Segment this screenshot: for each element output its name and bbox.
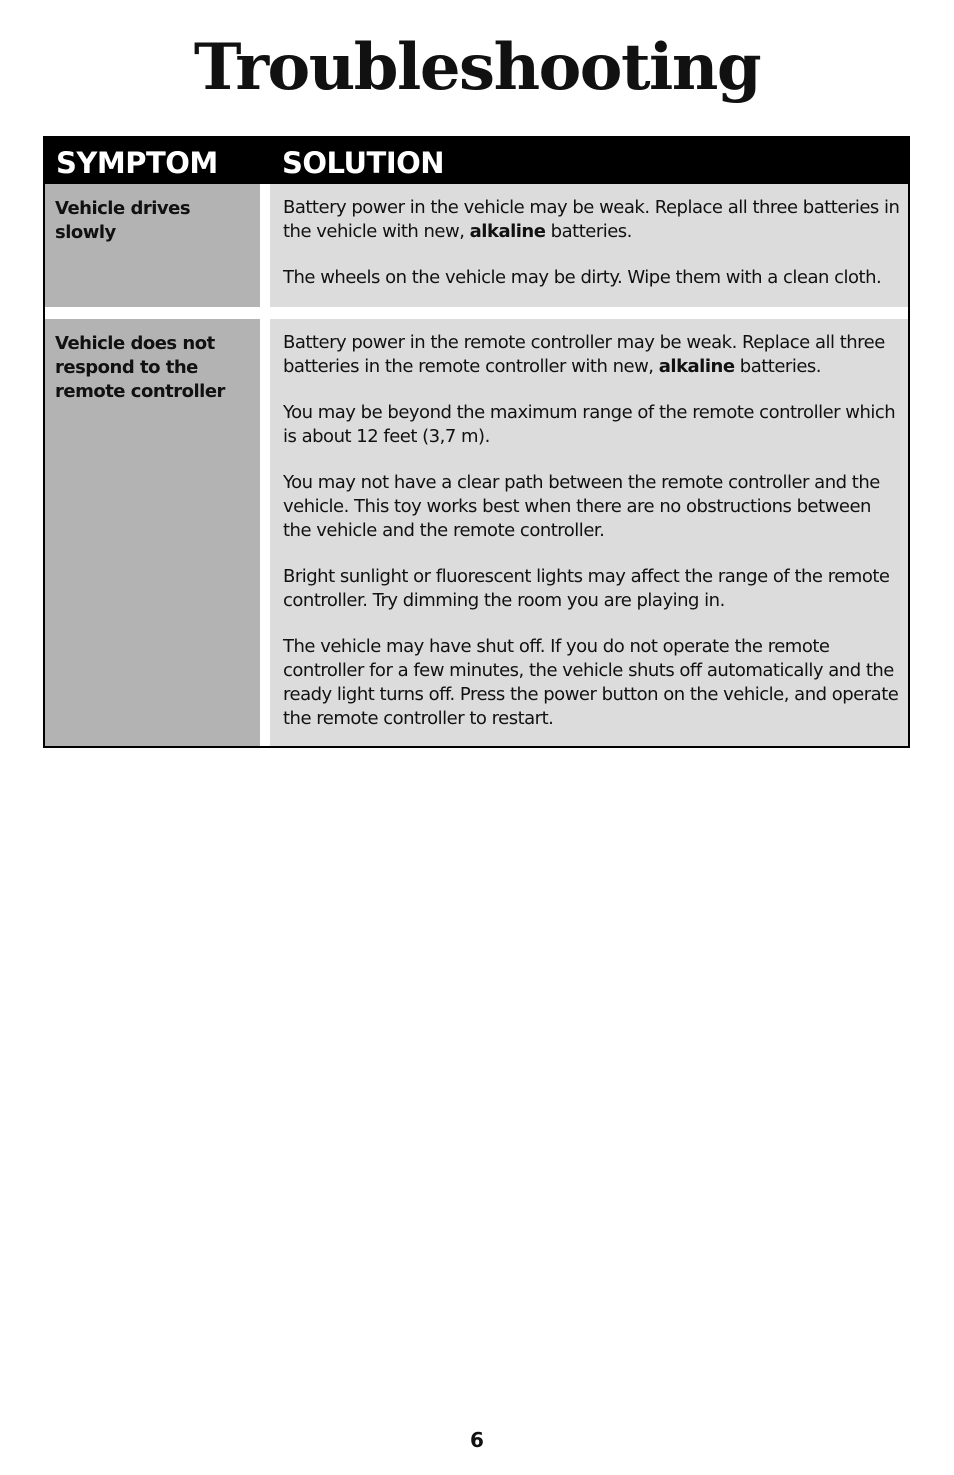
- solution-paragraph: [283, 196, 900, 244]
- page-title: Troubleshooting: [193, 30, 761, 105]
- table-row: [45, 319, 908, 746]
- solution-paragraph: Bright sunlight or fluorescent lights may affect the range of the remote controller. Try dimming the room you are playing in.: [283, 566, 890, 611]
- solution-emphasis: alkaline: [469, 221, 546, 242]
- solution-text: batteries.: [545, 221, 632, 242]
- solution-text: Battery power in the vehicle may be weak. Replace all three batteries in the vehicle with new,: [283, 197, 900, 242]
- solution-text: batteries.: [734, 356, 821, 377]
- symptom-cell: Vehicle drives slowly: [45, 184, 260, 307]
- solution-paragraph: The vehicle may have shut off. If you do not operate the remote controller for a few minutes, the vehicle shuts off automatically and the ready light turns off. Press the power button on the vehicle, and operate the remote controller to restart.: [283, 636, 899, 729]
- solution-paragraph: You may be beyond the maximum range of the remote controller which is about 12 feet (3,7 m).: [283, 402, 896, 447]
- solution-column-header: SOLUTION: [282, 146, 445, 180]
- symptom-cell: Vehicle does not respond to the remote controller: [45, 319, 260, 746]
- table-header: [45, 138, 908, 184]
- table-row: [45, 184, 908, 307]
- page-number: 6: [470, 1428, 484, 1452]
- symptom-column-header: SYMPTOM: [56, 146, 218, 180]
- solution-cell: [270, 319, 908, 746]
- solution-paragraph: [283, 331, 900, 379]
- solution-text: Battery power in the remote controller may be weak. Replace all three batteries in the remote controller with new,: [283, 332, 885, 377]
- troubleshooting-table: [43, 136, 910, 748]
- cell-divider: [260, 319, 270, 746]
- solution-paragraph: You may not have a clear path between the remote controller and the vehicle. This toy works best when there are no obstructions between the vehicle and the remote controller.: [283, 472, 880, 541]
- row-divider: [45, 307, 908, 319]
- cell-divider: [260, 184, 270, 307]
- solution-cell: [270, 184, 908, 307]
- solution-paragraph: The wheels on the vehicle may be dirty. Wipe them with a clean cloth.: [283, 267, 882, 288]
- solution-emphasis: alkaline: [658, 356, 735, 377]
